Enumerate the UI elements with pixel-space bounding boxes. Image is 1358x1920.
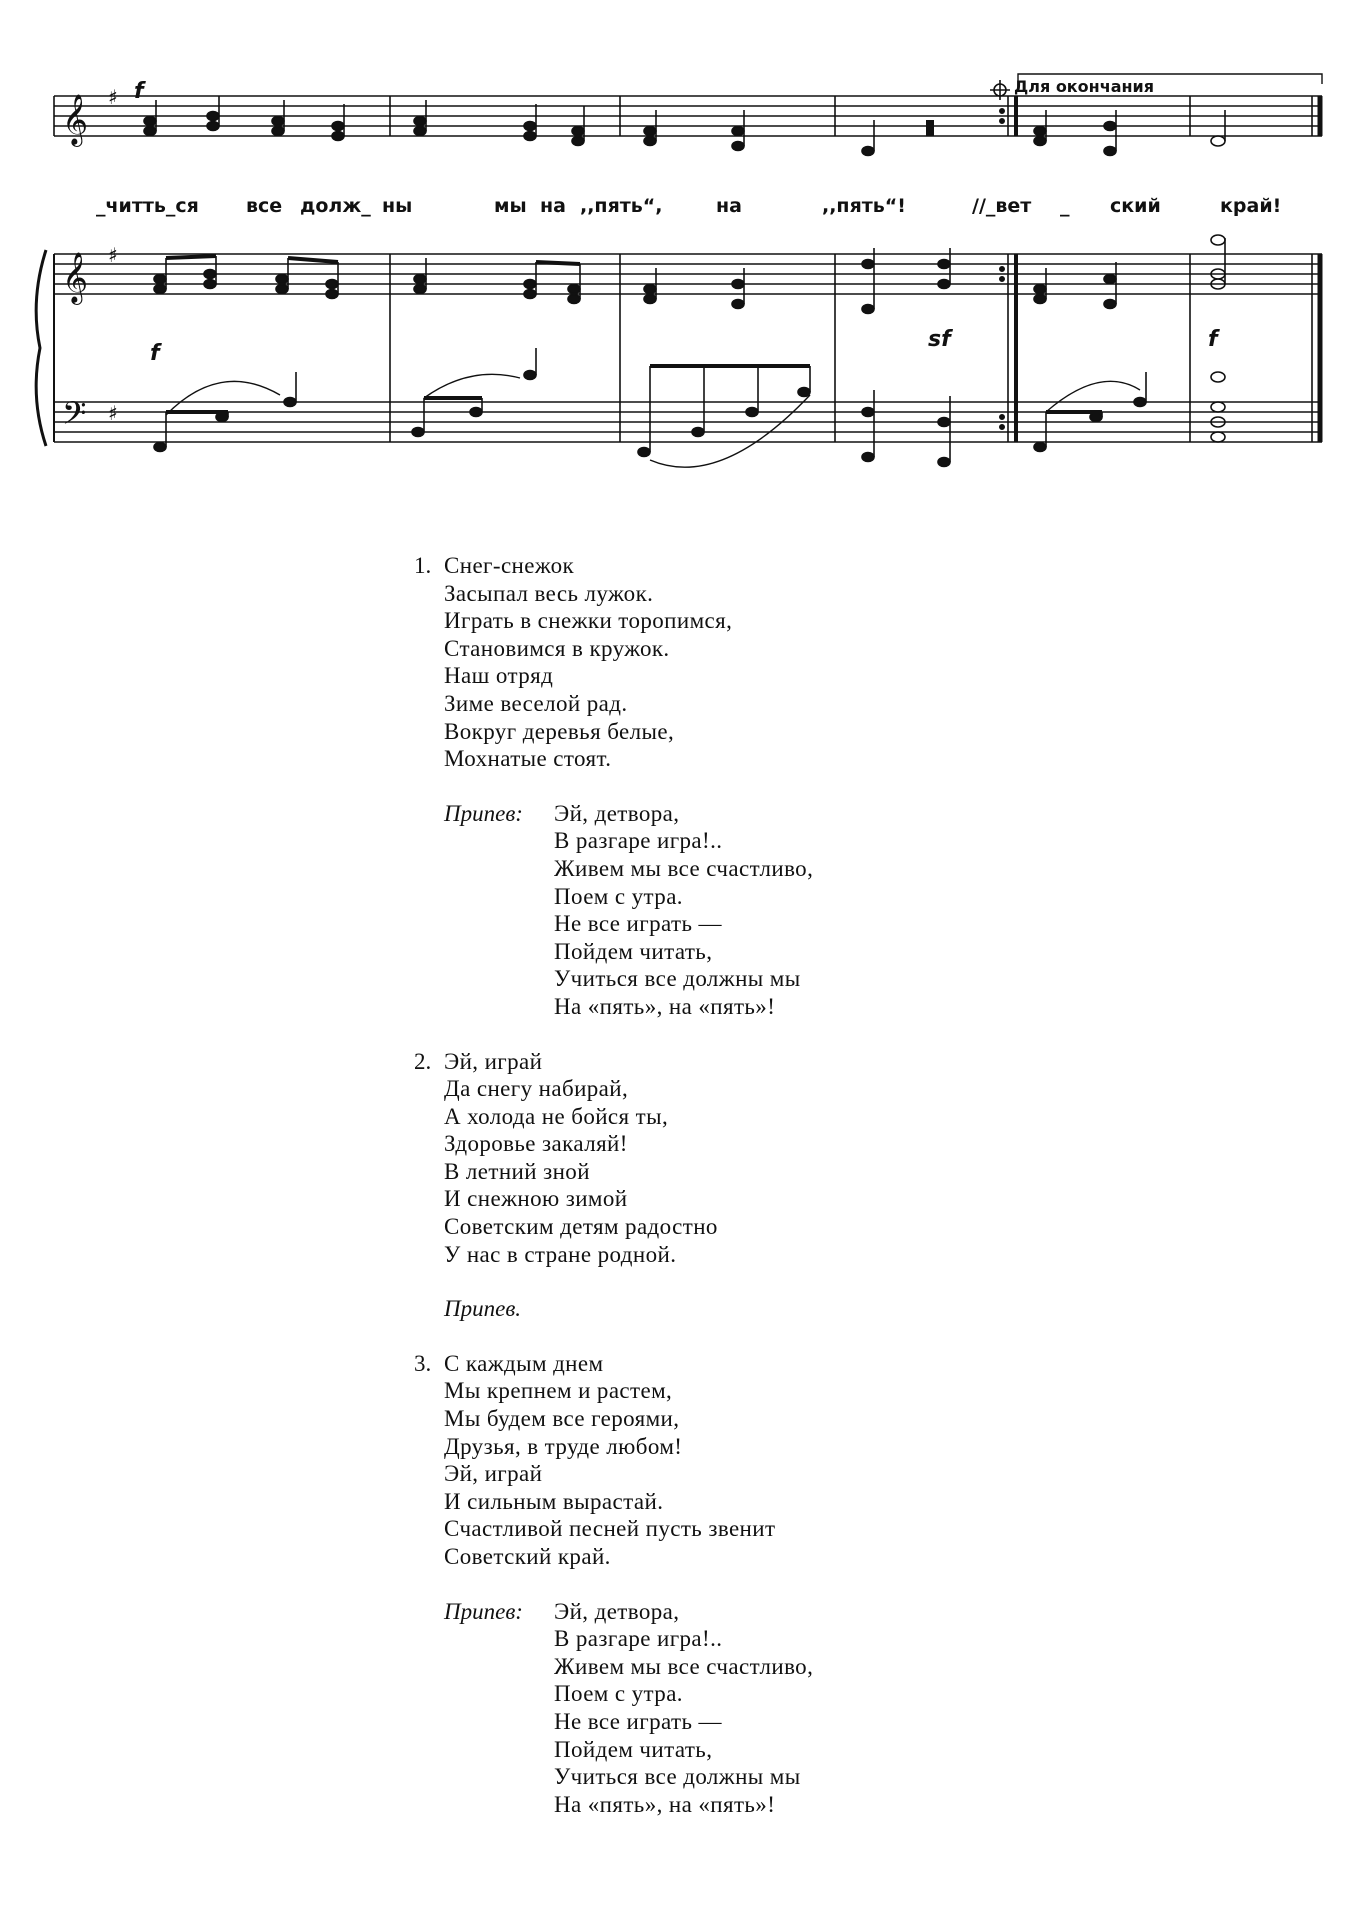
verse-line: Вокруг деревья белые,: [444, 718, 675, 744]
verse-line: Засыпал весь лужок.: [444, 580, 654, 606]
vocal-staff: [54, 96, 1322, 136]
piano-bass-staff: [54, 402, 1322, 442]
verse-line: Играть в снежки торопимся,: [444, 608, 733, 634]
verse-line: Мы крепнем и растем,: [444, 1378, 673, 1404]
chorus-line: Не все играть —: [554, 1708, 722, 1734]
chorus-1: [444, 800, 1144, 1021]
verse-line: Мы будем все героями,: [444, 1406, 680, 1432]
verse-number: 2.: [414, 1048, 432, 1074]
chorus-line: Эй, детвора,: [554, 1598, 680, 1624]
svg-text:_читть_ся: _читть_ся: [96, 195, 199, 217]
svg-text:на: на: [540, 195, 566, 217]
svg-text:край!: край!: [1220, 195, 1282, 217]
sharp-icon: ♯: [108, 85, 118, 109]
svg-text:все: все: [246, 195, 283, 217]
verse-line: И снежною зимой: [444, 1186, 628, 1212]
verse-line: Друзья, в труде любом!: [444, 1433, 683, 1459]
verse-line: Советский край.: [444, 1544, 611, 1569]
chorus-line: Эй, детвора,: [554, 800, 680, 826]
verse-line: Здоровье закаляй!: [444, 1131, 628, 1157]
dynamic-f: f: [1208, 327, 1218, 352]
treble-clef-icon: 𝄞: [62, 252, 89, 303]
verse-line: У нас в стране родной.: [444, 1241, 677, 1267]
verse-line: И сильным вырастай.: [444, 1488, 664, 1514]
verse-line: Эй, играй: [444, 1048, 543, 1074]
verse-3: [414, 1350, 1144, 1571]
verse-number: 1.: [414, 553, 432, 578]
svg-text:,,пять“!: ,,пять“!: [822, 195, 906, 217]
treble-clef-icon: 𝄞: [62, 94, 89, 145]
dynamic-f: f: [134, 79, 144, 104]
verse-line: В летний зной: [444, 1158, 590, 1184]
verse-line: Эй, играй: [444, 1461, 543, 1487]
verse-line: Зиме веселой рад.: [444, 690, 628, 716]
song-lyrics: [414, 552, 1144, 1845]
verse-line: С каждым днем: [444, 1350, 604, 1376]
piano-treble-staff: [54, 254, 1322, 294]
music-score: [0, 0, 1358, 480]
chorus-label: Припев:: [444, 1598, 523, 1624]
chorus-line: Поем с утра.: [554, 883, 683, 909]
verse-line: Мохнатые стоят.: [444, 746, 612, 772]
chorus-line: Живем мы все счастливо,: [554, 1653, 814, 1679]
vocal-lyrics: [96, 195, 1281, 217]
chorus-3: [444, 1598, 1144, 1819]
sharp-icon: ♯: [108, 243, 118, 267]
verse-line: Снег-снежок: [444, 553, 575, 578]
svg-text:_: _: [1060, 195, 1070, 217]
verse-line: Счастливой песней пусть звенит: [444, 1516, 776, 1542]
chorus-line: Поем с утра.: [554, 1681, 683, 1707]
verse-2: [414, 1048, 1144, 1269]
verse-line: Советским детям радостно: [444, 1214, 718, 1240]
svg-text:ский: ский: [1110, 195, 1161, 217]
sharp-icon: ♯: [108, 401, 118, 425]
verse-line: Становимся в кружок.: [444, 635, 670, 661]
chorus-line: На «пять», на «пять»!: [554, 1791, 776, 1817]
verse-line: Наш отряд: [444, 663, 554, 689]
svg-text:,,пять“,: ,,пять“,: [580, 195, 663, 217]
svg-text:на: на: [716, 195, 742, 217]
barlines: [390, 96, 1320, 442]
chorus-line: Не все играть —: [554, 911, 722, 937]
svg-text://_вет: //_вет: [972, 195, 1032, 217]
chorus-line: Учиться все должны мы: [554, 966, 801, 992]
dynamic-sf: sf: [928, 327, 951, 352]
verse-number: 3.: [414, 1350, 432, 1376]
svg-text:ны: ны: [382, 195, 413, 217]
verse-1: [414, 552, 1144, 773]
chorus-reference: Припев.: [444, 1296, 522, 1322]
svg-text:мы: мы: [494, 195, 527, 217]
chorus-line: В разгаре игра!..: [554, 1626, 723, 1652]
chorus-line: Учиться все должны мы: [554, 1764, 801, 1790]
verse-line: Да снегу набирай,: [444, 1076, 629, 1102]
bass-clef-icon: 𝄢: [62, 395, 87, 439]
verse-line: А холода не бойся ты,: [444, 1103, 669, 1129]
chorus-line: В разгаре игра!..: [554, 828, 723, 854]
chorus-label: Припев:: [444, 800, 523, 826]
dynamic-f: f: [150, 341, 160, 366]
chorus-line: Пойдем читать,: [554, 938, 713, 964]
chorus-line: Живем мы все счастливо,: [554, 855, 814, 881]
chorus-line: На «пять», на «пять»!: [554, 993, 776, 1019]
svg-text:долж_: долж_: [300, 195, 371, 217]
chorus-line: Пойдем читать,: [554, 1736, 713, 1762]
ending-label: Для окончания: [1014, 77, 1155, 96]
